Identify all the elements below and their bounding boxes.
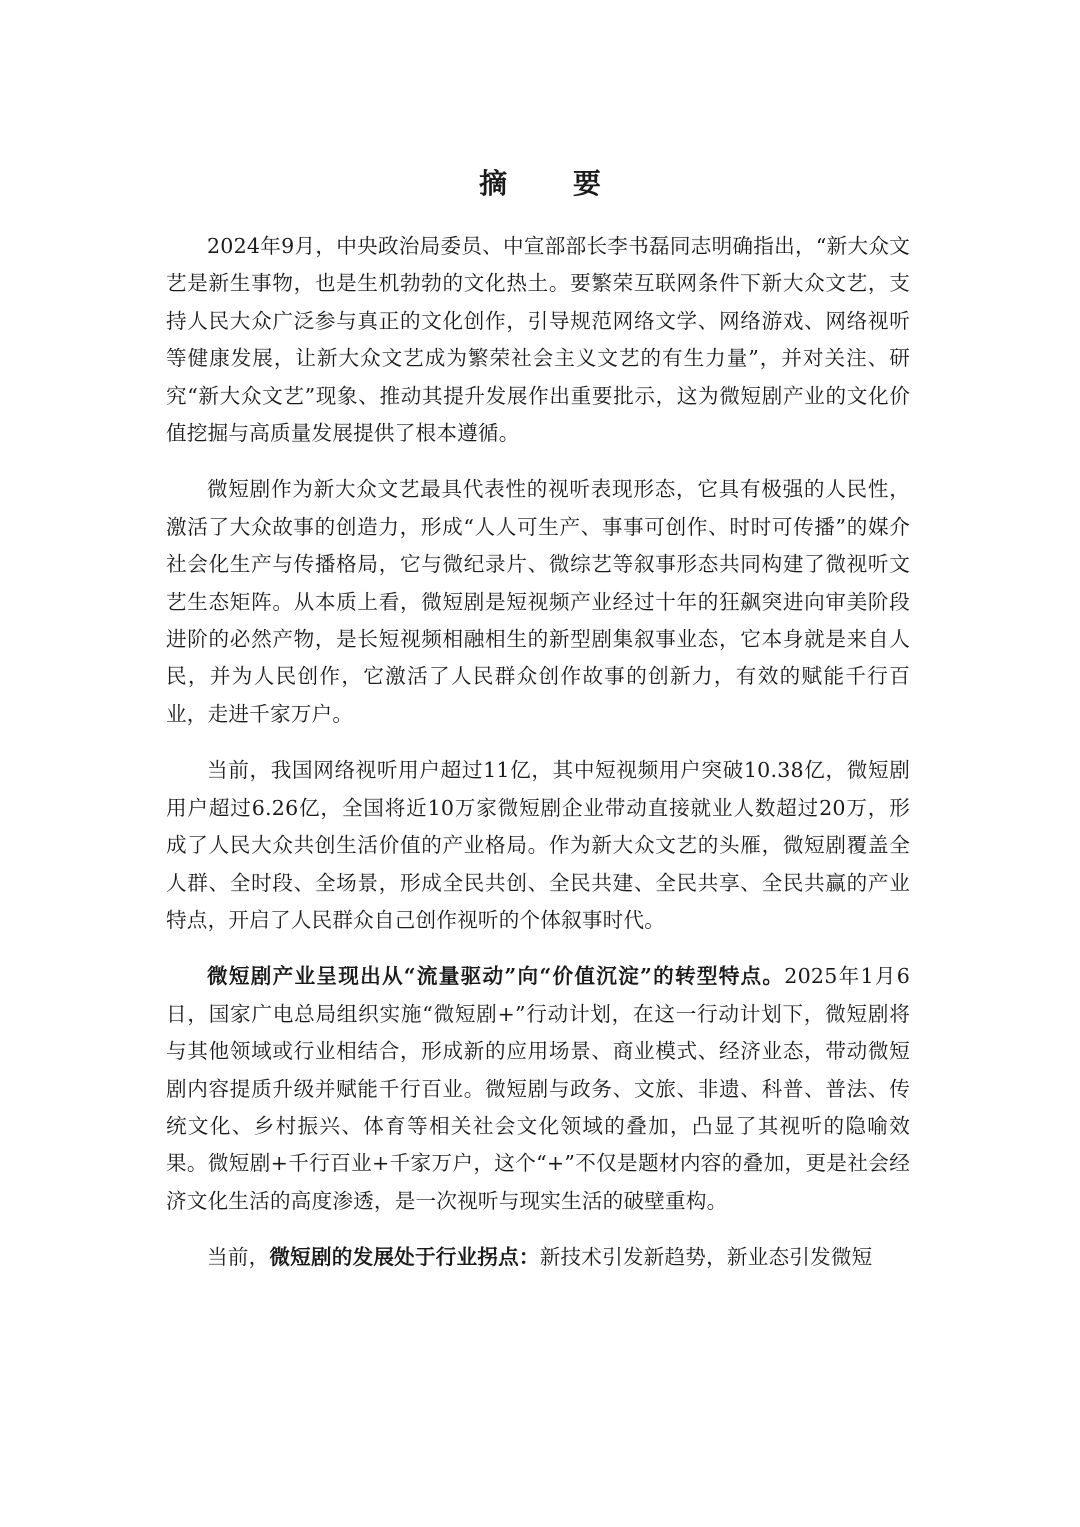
paragraph-text: 当前，我国网络视听用户超过11亿，其中短视频用户突破10.38亿，微短剧用户超过6.26亿，全国将近10万家微短剧企业带动直接就业人数超过20万，形成了人民大众共创生活价值的产业格局。作为新大众文艺的头雁，微短剧覆盖全人群、全时段、全场景，形成全民共创、全民共建、全民共享、全民共赢的产业特点，开启了人民群众自己创作视听的个体叙事时代。: [166, 758, 910, 932]
paragraph-text: 新技术引发新趋势，新业态引发微短: [539, 1245, 873, 1270]
paragraph-text: 2025年1月6日，国家广电总局组织实施“微短剧+”行动计划，在这一行动计划下，微短剧将与其他领域或行业相结合，形成新的应用场景、商业模式、经济业态，带动微短剧内容提质升级并赋能千行百业。微短剧与政务、文旅、非遗、科普、普法、传统文化、乡村振兴、体育等相关社会文化领域的叠加，凸显了其视听的隐喻效果。微短剧+千行百业+千家万户，这个“+”不仅是题材内容的叠加，更是社会经济文化生活的高度渗透，是一次视听与现实生活的破壁重构。: [166, 964, 910, 1213]
paragraph-lead-bold: 微短剧的发展处于行业拐点：: [269, 1245, 540, 1270]
paragraph-2: [166, 471, 910, 733]
paragraph-4: [166, 958, 910, 1220]
paragraph-5: [166, 1239, 910, 1276]
abstract-body: [166, 228, 910, 1296]
paragraph-text: 2024年9月，中央政治局委员、中宣部部长李书磊同志明确指出，“新大众文艺是新生事物，也是生机勃勃的文化热土。要繁荣互联网条件下新大众文艺，支持人民大众广泛参与真正的文化创作，引导规范网络文学、网络游戏、网络视听等健康发展，让新大众文艺成为繁荣社会主义文艺的有生力量”，并对关注、研究“新大众文艺”现象、推动其提升发展作出重要批示，这为微短剧产业的文化价值挖掘与高质量发展提供了根本遵循。: [166, 234, 910, 446]
paragraph-lead: 当前，: [207, 1245, 270, 1270]
paragraph-3: [166, 752, 910, 939]
paragraph-lead-bold: 微短剧产业呈现出从“流量驱动”向“价值沉淀”的转型特点。: [207, 964, 785, 989]
paragraph-1: [166, 228, 910, 452]
paragraph-text: 微短剧作为新大众文艺最具代表性的视听表现形态，它具有极强的人民性，激活了大众故事的创造力，形成“人人可生产、事事可创作、时时可传播”的媒介社会化生产与传播格局，它与微纪录片、微综艺等叙事形态共同构建了微视听文艺生态矩阵。从本质上看，微短剧是短视频产业经过十年的狂飙突进向审美阶段进阶的必然产物，是长短视频相融相生的新型剧集叙事业态，它本身就是来自人民，并为人民创作，它激活了人民群众创作故事的创新力，有效的赋能千行百业，走进千家万户。: [166, 477, 910, 726]
page-title: 摘 要: [479, 167, 629, 200]
